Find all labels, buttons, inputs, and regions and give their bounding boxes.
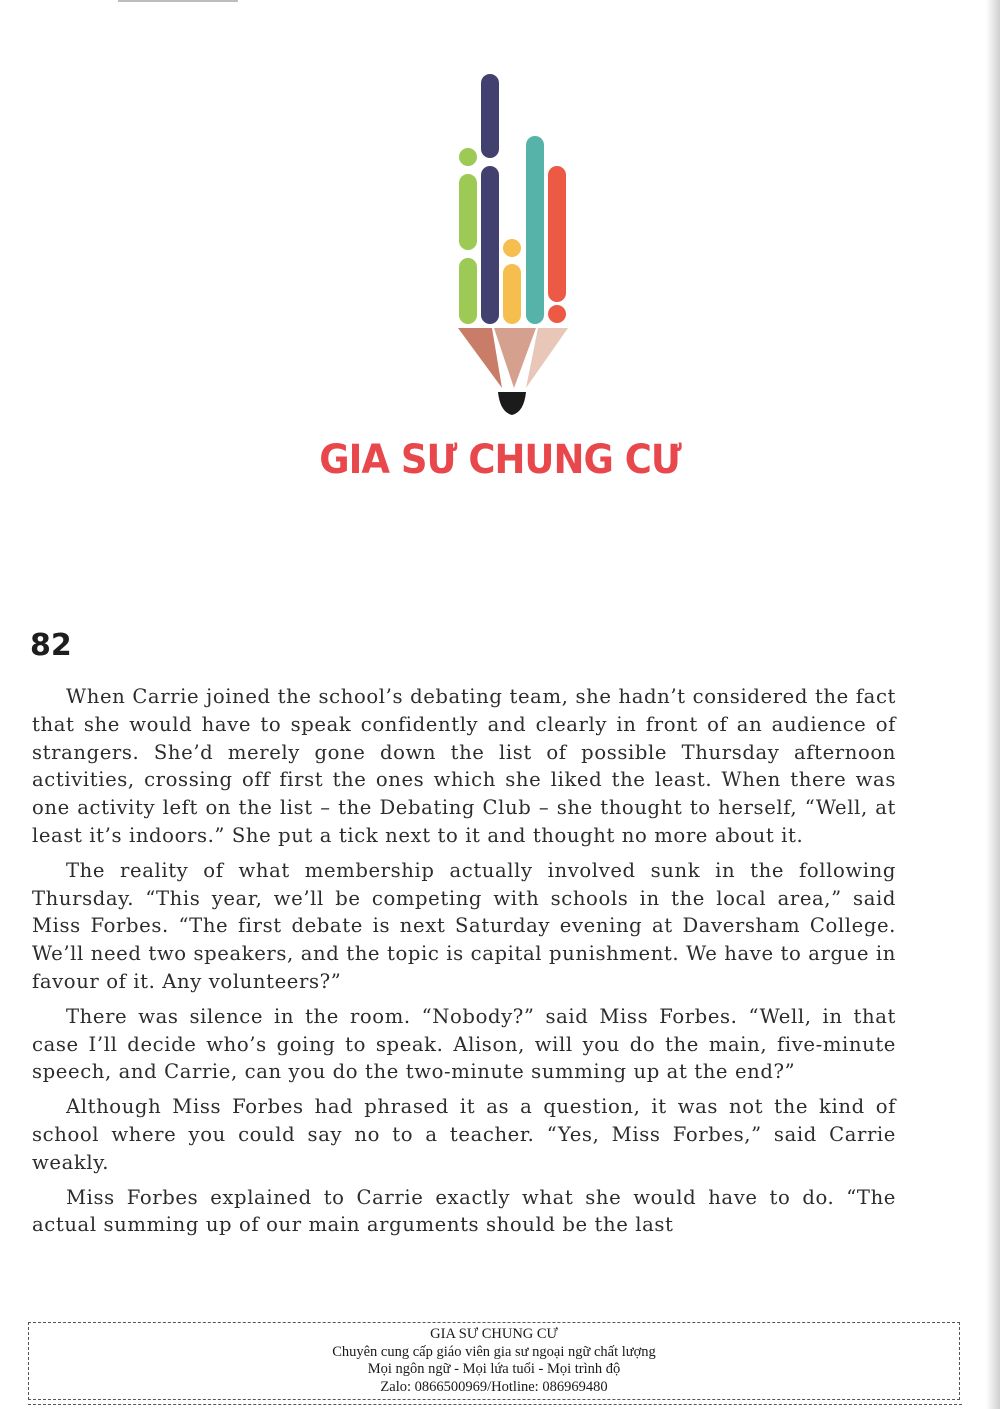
paragraph: Miss Forbes explained to Carrie exactly what she would have to do. “The actual summing up of our main arguments should be the last xyxy=(32,1185,896,1237)
logo-green-bar-upper xyxy=(459,174,477,250)
logo-green-dot xyxy=(459,148,477,166)
footer-title: GIA SƯ CHUNG CƯ xyxy=(430,1326,558,1342)
story-text xyxy=(32,683,896,1246)
paragraph: The reality of what membership actually involved sunk in the following Thursday. “This year, we’ll be competing with schools in the local area,” said Miss Forbes. “The first debate is next Saturday evening at Daversham College. We’ll need two speakers, and the topic is capital punishment. We have to argue in favour of it. Any volunteers?” xyxy=(32,858,896,993)
paragraph: When Carrie joined the school’s debating team, she hadn’t considered the fact that she would have to speak confidently and clearly in front of an audience of strangers. She’d merely gone down the list of possible Thursday afternoon activities, crossing off first the ones which she liked the least. When there was one activity left on the list – the Debating Club – she thought to herself, “Well, at least it’s indoors.” She put a tick next to it and thought no more about it. xyxy=(32,685,896,847)
logo-green-bar-lower xyxy=(459,258,477,324)
logo-teal-bar xyxy=(526,136,544,324)
logo-yellow-bar xyxy=(503,264,521,324)
brand-name: GIA SƯ CHUNG CƯ xyxy=(319,436,681,483)
logo-yellow-dot xyxy=(503,239,521,257)
logo-indigo-bar-top xyxy=(481,74,499,158)
footer-tagline: Chuyên cung cấp giáo viên gia sư ngoại ngữ chất lượng xyxy=(332,1343,656,1360)
footer-subtitle: Mọi ngôn ngữ - Mọi lứa tuổi - Mọi trình độ xyxy=(367,1361,621,1377)
pencil-logo-icon xyxy=(440,70,600,420)
page-number: 82 xyxy=(30,628,72,663)
logo-red-dot xyxy=(548,305,566,323)
logo-red-bar xyxy=(548,166,566,302)
logo-indigo-bar-bottom xyxy=(481,166,499,324)
paragraph: Although Miss Forbes had phrased it as a question, it was not the kind of school where you could say no to a teacher. “Yes, Miss Forbes,” said Carrie weakly. xyxy=(32,1095,896,1174)
logo-pencil-tip-left xyxy=(458,328,502,388)
paragraph: There was silence in the room. “Nobody?” said Miss Forbes. “Well, in that case I’ll decide who’s going to speak. Alison, will you do the main, five-minute speech, and Carrie, can you do the two-minute summing up at the end?” xyxy=(32,1004,896,1084)
footer-contact-box xyxy=(28,1322,960,1400)
top-rule xyxy=(118,0,238,2)
page-edge-shadow xyxy=(986,0,1000,1409)
logo-pencil-lead xyxy=(498,392,526,415)
footer-contact: Zalo: 0866500969/Hotline: 086969480 xyxy=(380,1378,608,1395)
bottom-dashed-rule xyxy=(28,1404,962,1405)
